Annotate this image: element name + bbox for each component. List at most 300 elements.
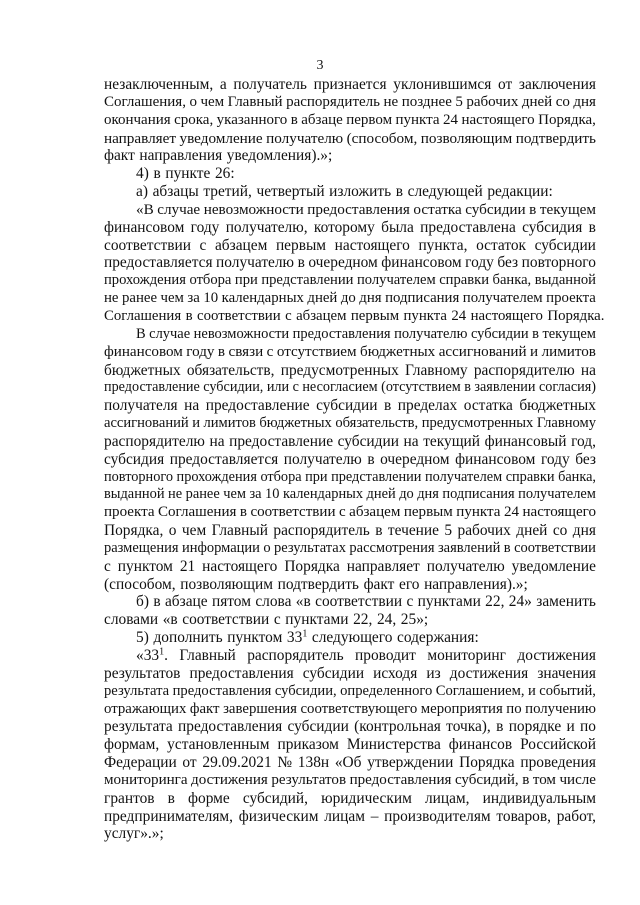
word: точка), [446, 718, 491, 736]
text-line [104, 112, 596, 130]
word: чем [181, 522, 207, 540]
word: получателю [266, 129, 344, 147]
word: получателем [518, 486, 596, 503]
word: направления).»; [424, 575, 528, 593]
word: 24» [508, 593, 532, 611]
word: проекта [546, 290, 596, 307]
word: предоставления [292, 325, 391, 342]
word: В [136, 325, 146, 342]
word: текущем [539, 200, 596, 218]
word: в [503, 539, 511, 556]
word: Соглашением, [435, 682, 525, 699]
text-line [104, 379, 596, 397]
word: соответствии [104, 236, 191, 254]
page-number: 3 [316, 58, 324, 73]
word: при [234, 272, 258, 289]
word: 24 [503, 504, 519, 521]
word: в [185, 307, 193, 324]
word: ранее [185, 486, 220, 503]
word: следующей [407, 183, 483, 201]
word: ассигнований [104, 415, 189, 432]
document-body [104, 76, 605, 843]
word: окончания [104, 111, 171, 128]
word: редакции: [487, 183, 553, 201]
word: получателю [426, 557, 505, 575]
word: – [370, 807, 379, 825]
word: субсидии [465, 200, 526, 218]
word: текущий [423, 432, 481, 450]
word: размещения [104, 539, 179, 556]
word: предоставление [104, 379, 200, 396]
word: на [580, 361, 596, 379]
word: с [266, 343, 274, 360]
text-line [104, 522, 596, 540]
word: обязательств, [335, 415, 419, 432]
word: году [465, 254, 494, 272]
word: до [399, 486, 414, 503]
text-line [104, 808, 596, 826]
word: субсидии, [203, 379, 264, 396]
word: 5) [136, 629, 149, 647]
word: лимитов [203, 415, 256, 432]
word: без [575, 450, 596, 468]
word: 25»; [400, 611, 429, 629]
word: и [527, 682, 536, 699]
word: получателю, [225, 218, 308, 236]
word: отбора [260, 468, 302, 485]
word: невозможности [193, 325, 290, 342]
word: предусмотренных [280, 361, 399, 379]
word: (контрольная [354, 718, 441, 736]
word: текущем [542, 325, 596, 342]
word: Соглашения [157, 504, 237, 521]
word: дней [307, 290, 338, 307]
word: Соглашения [104, 307, 182, 324]
text-line [104, 611, 596, 629]
word: абзацем [349, 504, 401, 521]
word: с [406, 593, 414, 611]
word: с [273, 611, 281, 629]
word: его [398, 575, 420, 593]
word: мониторинга [104, 771, 188, 788]
word: индивидуальным [482, 789, 596, 807]
word: Главному [536, 415, 596, 432]
word: 21 [179, 557, 196, 575]
word: пункта [395, 111, 440, 128]
word: очередном [308, 254, 378, 272]
word: (способом, [346, 129, 418, 147]
word: случае [149, 325, 191, 342]
word: банка, [558, 468, 596, 485]
word: предоставления [172, 682, 272, 699]
word: производителям [384, 807, 491, 825]
word: в [384, 397, 392, 415]
word: финансовом [381, 254, 462, 272]
word: «в [295, 593, 311, 611]
word: соответствующего [300, 700, 418, 717]
word: настоящего [522, 504, 596, 521]
word: субсидия [522, 218, 583, 236]
word: дней [366, 486, 396, 503]
text-line [104, 647, 596, 665]
word: с [199, 236, 207, 254]
word: в [375, 522, 383, 540]
word: финансовом [104, 343, 183, 360]
word: указанного [216, 111, 288, 128]
word: представлении [331, 468, 422, 485]
word: предоставляется [169, 450, 279, 468]
word: 22, [353, 611, 373, 629]
text-line [104, 76, 596, 94]
word: получатель [233, 76, 307, 93]
word: том [532, 771, 556, 788]
word: невозможности [203, 200, 304, 218]
word: «В [136, 200, 154, 218]
word: получателю [394, 325, 468, 342]
word: «Об [334, 754, 362, 772]
word: информации [181, 539, 260, 556]
word: в [217, 343, 226, 360]
word: бюджетных [104, 361, 181, 379]
word: абзацем [296, 307, 347, 324]
word: значения [537, 664, 596, 682]
text-line [104, 629, 596, 647]
word: дня [417, 486, 439, 503]
word: о [263, 539, 271, 556]
word: подтвердить [515, 129, 596, 147]
word: уведомление [511, 557, 596, 575]
word: 10 [203, 290, 219, 307]
word: 5 [455, 93, 463, 110]
word: результата [104, 682, 170, 699]
text-line [104, 165, 596, 183]
word: субсидий, [242, 789, 308, 807]
word: 26: [214, 165, 235, 183]
word: в [167, 789, 175, 807]
word: обязательств, [186, 361, 275, 379]
word: пункта [456, 504, 501, 521]
word: остатка [463, 397, 513, 415]
text-line [104, 701, 596, 719]
word: предоставления [349, 771, 452, 788]
word: с [285, 307, 292, 324]
word: приказом [277, 736, 339, 754]
text-line [104, 307, 605, 326]
word: заявлений [437, 539, 501, 556]
word: с [292, 379, 299, 396]
word: слова [255, 593, 292, 611]
word: Главный [211, 522, 268, 540]
word: справки [505, 468, 555, 485]
word: отражающих [104, 700, 187, 717]
word: или [266, 379, 290, 396]
word: пункта, [418, 236, 468, 254]
word: получателю [216, 254, 295, 272]
word: рассмотрения [349, 539, 435, 556]
word: чем [160, 290, 184, 307]
word: календарных [221, 290, 304, 307]
word: справки [439, 272, 490, 289]
word: субсидии [534, 236, 596, 254]
word: финансов [448, 736, 513, 754]
word: Соглашения, [104, 93, 186, 110]
word: результатов [271, 771, 347, 788]
word: в [153, 593, 161, 611]
word: лицам, [424, 789, 470, 807]
word: чем [200, 93, 225, 110]
word: факт [104, 147, 135, 165]
word: финансовом [104, 218, 185, 236]
word: случае [157, 200, 201, 218]
word: из [426, 664, 441, 682]
text-line [104, 665, 596, 683]
word: лимитов [541, 343, 596, 360]
word: (способом, [104, 575, 176, 593]
word: в [532, 325, 539, 342]
word: первом [346, 111, 393, 128]
word: распорядитель [247, 647, 344, 664]
word: установленным [167, 736, 270, 754]
word: соответствии [250, 504, 336, 521]
word: предоставления [307, 200, 410, 218]
word: б) [136, 593, 149, 611]
word: «в [162, 611, 178, 629]
word: прохождения [104, 272, 186, 289]
text-line [104, 94, 596, 112]
word: дня [573, 93, 596, 110]
text-line [104, 486, 596, 504]
word: Порядка [459, 754, 515, 772]
word: бюджетных [519, 397, 596, 415]
word: и [566, 718, 575, 736]
word: соответствии [182, 611, 270, 629]
word: настоящего [470, 307, 543, 324]
word: исходя [373, 664, 418, 682]
word: предоставление [205, 397, 310, 415]
word: остатка [413, 200, 462, 218]
text-line [104, 254, 596, 272]
text-line [104, 736, 596, 754]
text-line [104, 558, 596, 576]
word: предоставления [189, 664, 294, 682]
word: Министерства [346, 736, 441, 754]
word: 4) [136, 165, 149, 183]
word: пункта [403, 307, 447, 324]
word: субсидий, [454, 771, 519, 788]
text-line [104, 201, 596, 219]
word: субсидии [470, 325, 529, 342]
word: № [277, 754, 293, 772]
word: о [168, 522, 177, 540]
word: повторного [104, 468, 174, 485]
word: распорядителю [104, 432, 205, 450]
word: признается [313, 76, 387, 93]
text-line [104, 772, 596, 790]
word: субсидии, [274, 682, 337, 699]
word: предусмотренных [421, 415, 534, 432]
word: ранее [122, 290, 158, 307]
word: распорядителю [473, 361, 575, 379]
word: пунктами [417, 593, 481, 611]
word: порядке [508, 718, 562, 736]
word: утверждении [367, 754, 454, 772]
word: заменить [536, 593, 596, 611]
word: позволяющим [420, 129, 513, 147]
word: проводит [355, 647, 416, 664]
word: году [186, 343, 215, 360]
text-line [104, 593, 596, 611]
word: не [168, 486, 183, 503]
word: словами [104, 611, 159, 629]
word: уведомления).»; [226, 147, 333, 165]
word: рабочих [457, 522, 511, 540]
word: заявлении [474, 379, 536, 396]
word: пунктами [285, 611, 349, 629]
word: в [588, 218, 596, 236]
text-line [104, 433, 596, 451]
word: Федерации [104, 754, 177, 772]
word: отсутствием [276, 343, 357, 360]
word: дней [521, 93, 553, 110]
word: получателем [356, 272, 436, 289]
word: году [190, 218, 220, 236]
word: 24 [451, 307, 467, 324]
word: предоставлена [420, 218, 516, 236]
word: в [496, 718, 504, 736]
word: на [403, 432, 419, 450]
word: Главный [227, 93, 283, 110]
word: событий, [539, 682, 596, 699]
word: субсидии [287, 718, 349, 736]
word: подтвердить [277, 575, 359, 593]
word: первым [403, 504, 453, 521]
word: 24, [376, 611, 397, 629]
word: соответствии [315, 593, 403, 611]
word: в [529, 200, 537, 218]
word: без [497, 254, 519, 272]
word: отбора [189, 272, 232, 289]
word: товаров, [496, 807, 551, 825]
word: направления [139, 147, 223, 165]
word: до [340, 290, 356, 307]
word: на [184, 397, 200, 415]
word: с [338, 504, 346, 521]
word: (отсутствием [381, 379, 461, 396]
word: результатов [104, 664, 181, 682]
word: которому [313, 218, 375, 236]
word: изложить [329, 183, 392, 201]
word: определенного [340, 682, 433, 699]
word: и [192, 415, 200, 432]
word: мероприятия [420, 700, 503, 717]
word: в [367, 450, 375, 468]
word: Главный [179, 647, 236, 664]
word: 29.09.2021 [202, 754, 272, 772]
word: финансовый [484, 432, 567, 450]
word: лицам [324, 807, 365, 825]
text-line [104, 469, 596, 487]
word: году [540, 450, 570, 468]
word: и [530, 343, 539, 360]
word: дня [359, 290, 382, 307]
word: 5 [444, 522, 453, 540]
word: «$33^1$. [136, 646, 168, 664]
word: направляет [104, 129, 177, 147]
word: формам, [104, 736, 160, 754]
word: настоящего [202, 557, 278, 575]
word: течение [387, 522, 439, 540]
word: календарных [282, 486, 364, 503]
word: о [189, 93, 197, 110]
word: проведения [520, 754, 596, 772]
text-line [104, 576, 596, 594]
word: следующего [311, 629, 393, 647]
word: остаток [476, 236, 527, 254]
word: пятом [211, 593, 251, 611]
word: Порядка [284, 557, 340, 575]
word: физическим [238, 807, 319, 825]
word: настоящего [461, 111, 535, 128]
word: настоящего [334, 236, 410, 254]
word: предпринимателям, [104, 807, 234, 825]
word: субсидии [302, 664, 365, 682]
word: грантов [104, 789, 155, 807]
word: подписания [385, 290, 460, 307]
text-line [104, 237, 596, 255]
word: выданной [104, 486, 165, 503]
word: $33^1$ [286, 628, 308, 647]
word: бюджетных [360, 343, 436, 360]
word: субсидии [337, 432, 399, 450]
text-line [104, 344, 596, 362]
word: содержания: [397, 629, 479, 647]
word: за [249, 486, 262, 503]
word: не [104, 290, 119, 307]
word: Главному [405, 361, 468, 379]
word: распорядитель [286, 93, 381, 110]
word: прохождения [176, 468, 257, 485]
word: мониторинг [427, 647, 506, 664]
word: 138н [297, 754, 330, 772]
word: соответствии [514, 539, 596, 556]
word: Порядка, [538, 111, 596, 128]
word: в [290, 111, 298, 128]
word: первым [350, 307, 400, 324]
word: финансовом [455, 450, 536, 468]
word: абзаце [301, 111, 343, 128]
word: несогласием [302, 379, 378, 396]
word: 10 [265, 486, 280, 503]
word: факт [189, 700, 220, 717]
text-line [104, 718, 596, 736]
text-line [104, 397, 596, 415]
word: на [209, 432, 225, 450]
word: получателем [462, 290, 543, 307]
text-line [104, 504, 596, 522]
word: абзацы [152, 183, 199, 201]
word: от [182, 754, 197, 772]
word: юридическим [321, 789, 412, 807]
word: позднее [401, 93, 452, 110]
word: очередном [380, 450, 450, 468]
text-line [104, 790, 596, 808]
word: уклонившимся [393, 76, 492, 93]
word: в [464, 379, 471, 396]
word: дня [572, 522, 596, 540]
word: результата [104, 718, 173, 736]
text-line [104, 326, 596, 344]
word: позволяющим [180, 575, 273, 593]
